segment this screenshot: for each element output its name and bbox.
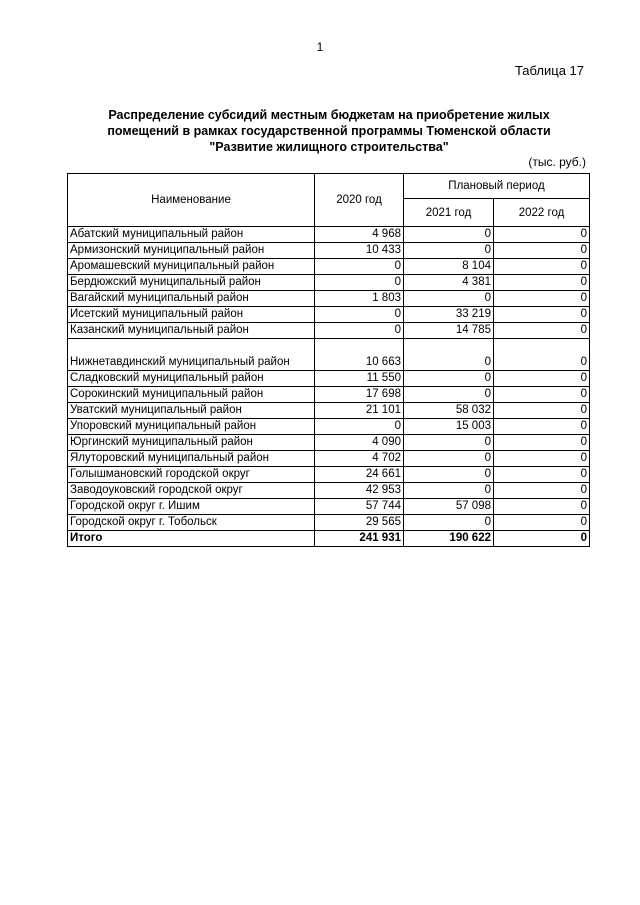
cell-y2020: 11 550 [315,371,404,387]
cell-name: Заводоуковский городской округ [68,483,315,499]
header-2021: 2021 год [404,199,494,227]
cell-y2021: 0 [404,243,494,259]
cell-y2022: 0 [494,387,590,403]
cell-name: Армизонский муниципальный район [68,243,315,259]
table-row [68,339,590,371]
cell-y2020: 4 090 [315,435,404,451]
cell-y2020: 21 101 [315,403,404,419]
cell-y2022: 0 [494,339,590,371]
document-title [70,107,588,155]
cell-y2022: 0 [494,499,590,515]
cell-y2022: 0 [494,531,590,547]
title-line-1: Распределение субсидий местным бюджетам на приобретение жилых [108,108,550,122]
cell-y2020: 17 698 [315,387,404,403]
cell-y2020: 10 433 [315,243,404,259]
cell-name: Сладковский муниципальный район [68,371,315,387]
cell-name: Нижнетавдинский муниципальный район [68,339,315,371]
cell-y2020: 1 803 [315,291,404,307]
cell-y2020: 0 [315,323,404,339]
table-row [68,435,590,451]
cell-name: Городской округ г. Ишим [68,499,315,515]
cell-name: Исетский муниципальный район [68,307,315,323]
cell-y2020: 0 [315,307,404,323]
table-body [68,227,590,547]
cell-y2022: 0 [494,403,590,419]
table-row [68,243,590,259]
cell-y2020: 42 953 [315,483,404,499]
cell-y2022: 0 [494,435,590,451]
cell-y2021: 0 [404,371,494,387]
cell-y2022: 0 [494,243,590,259]
cell-y2020: 0 [315,259,404,275]
table-label: Таблица 17 [514,63,584,78]
cell-name: Вагайский муниципальный район [68,291,315,307]
cell-name: Итого [68,531,315,547]
cell-name: Ялуторовский муниципальный район [68,451,315,467]
table-row [68,291,590,307]
cell-name: Упоровский муниципальный район [68,419,315,435]
table-row [68,499,590,515]
cell-y2022: 0 [494,371,590,387]
cell-y2020: 29 565 [315,515,404,531]
header-2020: 2020 год [315,174,404,227]
cell-y2020: 241 931 [315,531,404,547]
table-row [68,403,590,419]
table-row [68,419,590,435]
cell-y2020: 24 661 [315,467,404,483]
table-row [68,515,590,531]
table-row [68,387,590,403]
cell-y2020: 4 702 [315,451,404,467]
cell-y2020: 57 744 [315,499,404,515]
cell-y2020: 0 [315,419,404,435]
header-planned-period: Плановый период [404,174,590,199]
cell-y2021: 0 [404,515,494,531]
table-row [68,451,590,467]
cell-y2021: 0 [404,339,494,371]
table-row [68,259,590,275]
cell-y2022: 0 [494,467,590,483]
cell-name: Сорокинский муниципальный район [68,387,315,403]
cell-y2020: 4 968 [315,227,404,243]
cell-y2021: 33 219 [404,307,494,323]
header-name: Наименование [68,174,315,227]
cell-name: Уватский муниципальный район [68,403,315,419]
header-2022: 2022 год [494,199,590,227]
cell-y2021: 58 032 [404,403,494,419]
cell-y2022: 0 [494,451,590,467]
cell-y2021: 0 [404,435,494,451]
table-row [68,323,590,339]
page-number: 1 [316,40,324,54]
table-row [68,483,590,499]
cell-y2022: 0 [494,291,590,307]
cell-y2022: 0 [494,419,590,435]
table-row [68,467,590,483]
cell-y2021: 0 [404,467,494,483]
cell-y2021: 190 622 [404,531,494,547]
cell-y2021: 0 [404,227,494,243]
cell-y2020: 10 663 [315,339,404,371]
units-label: (тыс. руб.) [528,155,586,169]
cell-y2021: 14 785 [404,323,494,339]
cell-y2021: 0 [404,291,494,307]
table-row [68,307,590,323]
cell-y2021: 0 [404,451,494,467]
title-line-2: помещений в рамках государственной программы Тюменской области [107,124,551,138]
cell-name: Голышмановский городской округ [68,467,315,483]
cell-y2021: 0 [404,483,494,499]
cell-y2022: 0 [494,483,590,499]
cell-y2022: 0 [494,275,590,291]
cell-y2022: 0 [494,227,590,243]
cell-name: Аромашевский муниципальный район [68,259,315,275]
table-row [68,227,590,243]
cell-y2022: 0 [494,259,590,275]
title-line-3: "Развитие жилищного строительства" [209,140,449,154]
total-row [68,531,590,547]
cell-name: Бердюжский муниципальный район [68,275,315,291]
cell-y2021: 8 104 [404,259,494,275]
cell-name: Казанский муниципальный район [68,323,315,339]
cell-y2022: 0 [494,323,590,339]
cell-name: Юргинский муниципальный район [68,435,315,451]
cell-y2021: 0 [404,387,494,403]
cell-y2022: 0 [494,307,590,323]
table-row [68,371,590,387]
cell-y2022: 0 [494,515,590,531]
cell-name: Абатский муниципальный район [68,227,315,243]
cell-name: Городской округ г. Тобольск [68,515,315,531]
cell-y2021: 15 003 [404,419,494,435]
cell-y2021: 57 098 [404,499,494,515]
cell-y2020: 0 [315,275,404,291]
cell-y2021: 4 381 [404,275,494,291]
subsidy-table [67,173,590,547]
table-row [68,275,590,291]
